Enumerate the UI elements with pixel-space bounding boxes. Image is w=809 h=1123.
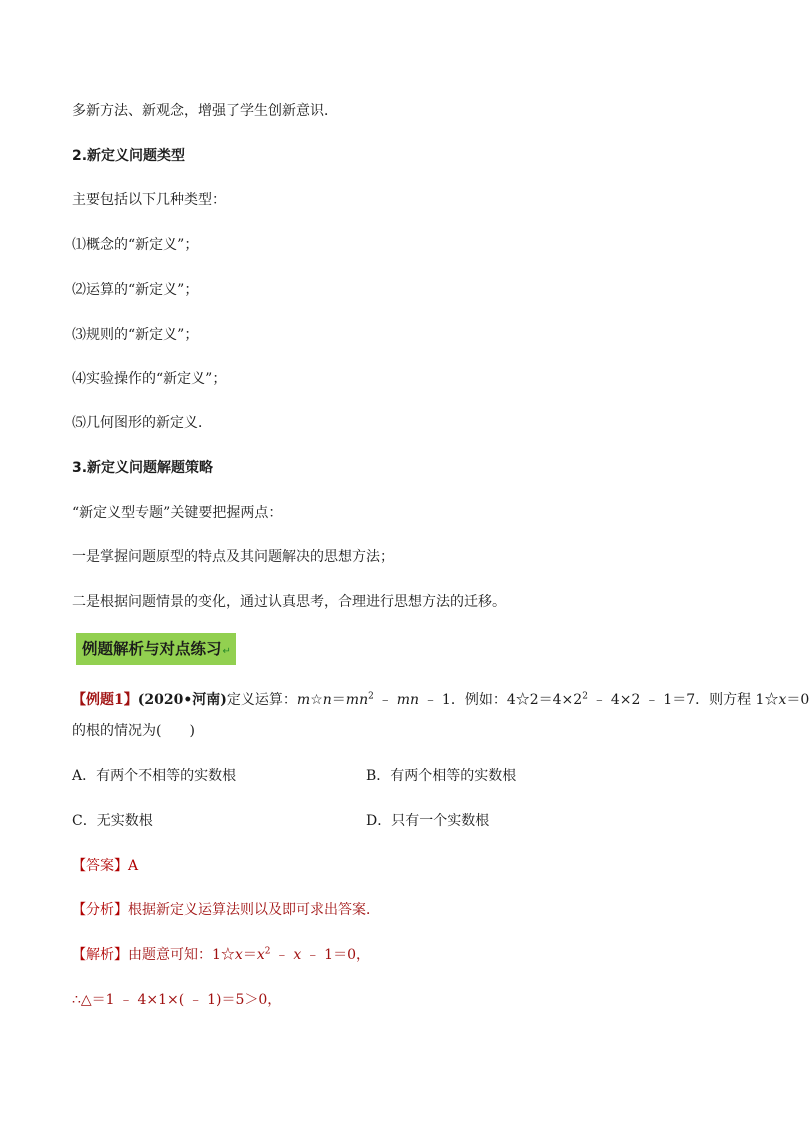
- exponent: 2: [264, 946, 271, 957]
- option-b: B．有两个相等的实数根: [366, 768, 517, 784]
- solution-tag: 【解析】: [72, 947, 128, 963]
- example-tag: 【例题1】: [72, 692, 138, 708]
- minus: ﹣: [373, 692, 397, 708]
- type-item-2: ⑵运算的“新定义”；: [72, 282, 199, 298]
- answer-line: [72, 856, 138, 876]
- option-c: C．无实数根: [72, 813, 153, 829]
- example-text: 定义运算：: [226, 692, 297, 708]
- option-a: A．有两个不相等的实数根: [72, 768, 237, 784]
- section3-lead: “新定义型专题”关键要把握两点：: [72, 505, 283, 521]
- star-op: ☆: [310, 692, 323, 708]
- exponent: 2: [368, 691, 374, 702]
- type-item-5: ⑸几何图形的新定义．: [72, 415, 212, 431]
- equals: ＝: [331, 692, 346, 708]
- example-source: (2020•河南): [137, 692, 227, 708]
- strategy-point-2: 二是根据问题情景的变化，通过认真思考，合理进行思想方法的迁移。: [72, 594, 506, 610]
- var-n: n: [322, 692, 332, 708]
- answer-value: A: [128, 858, 139, 874]
- solution-line2: ∴△＝1 ﹣ 4×1×( ﹣ 1)＝5＞0，: [72, 992, 282, 1008]
- banner-label: 例题解析与对点练习: [82, 640, 222, 658]
- analysis-line: [72, 900, 380, 920]
- example1-line1: [72, 690, 809, 710]
- exponent: 2: [582, 691, 588, 702]
- var-x: x: [778, 692, 787, 708]
- var-m: m: [296, 692, 311, 708]
- type-item-3: ⑶规则的“新定义”；: [72, 327, 199, 343]
- analysis-text: 根据新定义运算法则以及即可求出答案．: [128, 902, 380, 918]
- var-x: x: [293, 947, 302, 963]
- var-x: x: [256, 947, 265, 963]
- strategy-point-1: 一是掌握问题原型的特点及其问题解决的思想方法；: [72, 549, 394, 565]
- solution-text: 由题意可知：1☆: [128, 947, 235, 963]
- minus: ﹣: [270, 947, 294, 963]
- example-text: ﹣ 4×2 ﹣ 1＝7．则方程 1☆: [587, 692, 779, 708]
- var-mn: mn: [396, 692, 420, 708]
- answer-tag: 【答案】: [72, 858, 128, 874]
- example-text: ＝0: [786, 692, 809, 708]
- return-mark-icon: ↵: [222, 646, 231, 657]
- equals: ＝: [242, 947, 257, 963]
- example1-line2: 的根的情况为( ): [72, 723, 195, 739]
- option-d: D．只有一个实数根: [366, 813, 490, 829]
- solution-line1: [72, 945, 370, 965]
- type-item-1: ⑴概念的“新定义”；: [72, 237, 199, 253]
- section2-heading: 2.新定义问题类型: [72, 148, 186, 164]
- section-banner: [76, 633, 236, 665]
- section2-lead: 主要包括以下几种类型：: [72, 192, 226, 208]
- solution-text: ﹣ 1＝0，: [301, 947, 370, 963]
- section3-heading: 3.新定义问题解题策略: [72, 460, 214, 476]
- var-x: x: [234, 947, 243, 963]
- type-item-4: ⑷实验操作的“新定义”；: [72, 371, 227, 387]
- analysis-tag: 【分析】: [72, 902, 128, 918]
- intro-line: 多新方法、新观念，增强了学生创新意识．: [72, 103, 338, 119]
- var-mn: mn: [345, 692, 369, 708]
- example-text: ﹣ 1．例如：4☆2＝4×2: [419, 692, 583, 708]
